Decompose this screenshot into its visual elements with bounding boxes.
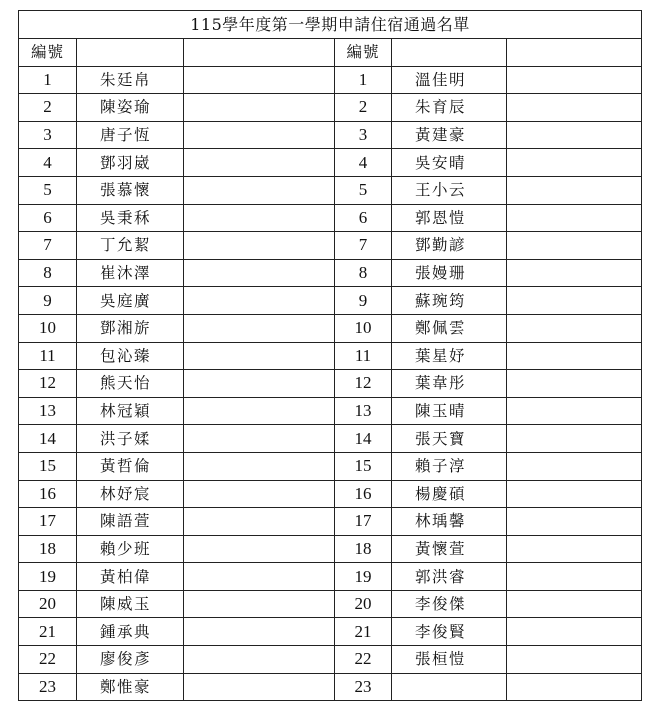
right-blank-cell	[507, 259, 642, 287]
left-number-cell: 16	[19, 480, 77, 508]
right-name-cell: 蘇琬筠	[392, 287, 507, 315]
right-name-cell: 葉星妤	[392, 342, 507, 370]
right-blank-cell	[507, 370, 642, 398]
page-title: 115學年度第一學期申請住宿通過名單	[19, 11, 642, 39]
left-number-cell: 5	[19, 176, 77, 204]
dormitory-roster-table	[18, 10, 642, 701]
left-blank-cell	[184, 590, 335, 618]
right-blank-cell	[507, 149, 642, 177]
right-number-cell: 18	[335, 535, 392, 563]
right-number-cell: 3	[335, 121, 392, 149]
right-number-cell: 23	[335, 673, 392, 701]
left-blank-cell	[184, 673, 335, 701]
table-row	[19, 563, 642, 591]
left-name-cell: 唐子恆	[77, 121, 184, 149]
left-name-cell: 張慕懷	[77, 176, 184, 204]
table-row	[19, 618, 642, 646]
right-blank-cell	[507, 563, 642, 591]
right-name-cell: 朱育辰	[392, 94, 507, 122]
table-row	[19, 121, 642, 149]
left-name-cell: 賴少班	[77, 535, 184, 563]
right-name-cell: 張桓愷	[392, 646, 507, 674]
right-name-cell: 陳玉晴	[392, 397, 507, 425]
left-name-cell: 鄭惟豪	[77, 673, 184, 701]
table-row	[19, 480, 642, 508]
left-blank-cell	[184, 149, 335, 177]
left-name-cell: 黃哲倫	[77, 452, 184, 480]
right-name-cell: 黃懷萱	[392, 535, 507, 563]
right-name-cell: 楊慶碩	[392, 480, 507, 508]
right-blank-cell	[507, 342, 642, 370]
right-number-cell: 14	[335, 425, 392, 453]
table-row	[19, 370, 642, 398]
table-row	[19, 314, 642, 342]
left-number-header: 編號	[19, 39, 77, 67]
table-row	[19, 397, 642, 425]
left-number-cell: 1	[19, 66, 77, 94]
left-blank-cell	[184, 232, 335, 260]
left-name-cell: 朱廷帛	[77, 66, 184, 94]
left-name-header	[77, 39, 184, 67]
left-name-cell: 林冠穎	[77, 397, 184, 425]
left-blank-cell	[184, 618, 335, 646]
right-blank-cell	[507, 535, 642, 563]
right-number-cell: 2	[335, 94, 392, 122]
right-number-cell: 13	[335, 397, 392, 425]
right-name-cell: 郭恩愷	[392, 204, 507, 232]
right-name-cell: 溫佳明	[392, 66, 507, 94]
right-name-cell: 林瑀馨	[392, 508, 507, 536]
left-blank-cell	[184, 370, 335, 398]
table-row	[19, 94, 642, 122]
right-blank-cell	[507, 121, 642, 149]
right-number-cell: 1	[335, 66, 392, 94]
title-row	[19, 11, 642, 39]
left-number-cell: 2	[19, 94, 77, 122]
left-name-cell: 陳威玉	[77, 590, 184, 618]
left-blank-cell	[184, 121, 335, 149]
right-name-cell: 黃建豪	[392, 121, 507, 149]
right-name-cell: 葉韋彤	[392, 370, 507, 398]
table-row	[19, 646, 642, 674]
right-blank-cell	[507, 618, 642, 646]
left-name-cell: 丁允絜	[77, 232, 184, 260]
right-number-cell: 10	[335, 314, 392, 342]
left-name-cell: 鍾承典	[77, 618, 184, 646]
left-name-cell: 熊天怡	[77, 370, 184, 398]
right-blank-cell	[507, 590, 642, 618]
table-row	[19, 535, 642, 563]
left-blank-cell	[184, 646, 335, 674]
left-number-cell: 21	[19, 618, 77, 646]
left-name-cell: 崔沐澤	[77, 259, 184, 287]
right-blank-cell	[507, 176, 642, 204]
right-blank-cell	[507, 204, 642, 232]
right-number-cell: 17	[335, 508, 392, 536]
left-number-cell: 9	[19, 287, 77, 315]
right-name-cell: 王小云	[392, 176, 507, 204]
right-blank-cell	[507, 397, 642, 425]
left-number-cell: 3	[19, 121, 77, 149]
left-name-cell: 鄧湘旂	[77, 314, 184, 342]
left-blank-cell	[184, 204, 335, 232]
left-blank-cell	[184, 342, 335, 370]
table-row	[19, 452, 642, 480]
right-number-cell: 12	[335, 370, 392, 398]
right-blank-cell	[507, 66, 642, 94]
left-number-cell: 17	[19, 508, 77, 536]
right-number-header: 編號	[335, 39, 392, 67]
right-number-cell: 5	[335, 176, 392, 204]
table-row	[19, 149, 642, 177]
left-name-cell: 陳姿瑜	[77, 94, 184, 122]
right-name-cell: 張嫚珊	[392, 259, 507, 287]
left-blank-cell	[184, 480, 335, 508]
left-number-cell: 20	[19, 590, 77, 618]
right-number-cell: 19	[335, 563, 392, 591]
left-name-cell: 洪子媃	[77, 425, 184, 453]
table-row	[19, 425, 642, 453]
right-blank-cell	[507, 452, 642, 480]
left-number-cell: 15	[19, 452, 77, 480]
left-blank-cell	[184, 397, 335, 425]
left-blank-cell	[184, 425, 335, 453]
left-name-cell: 黃柏偉	[77, 563, 184, 591]
left-number-cell: 12	[19, 370, 77, 398]
left-name-cell: 吳秉秝	[77, 204, 184, 232]
right-blank-cell	[507, 646, 642, 674]
right-number-cell: 22	[335, 646, 392, 674]
table-row	[19, 259, 642, 287]
left-number-cell: 10	[19, 314, 77, 342]
right-name-cell	[392, 673, 507, 701]
right-name-cell: 鄭佩雲	[392, 314, 507, 342]
right-blank-cell	[507, 314, 642, 342]
left-name-cell: 鄧羽崴	[77, 149, 184, 177]
right-name-cell: 郭洪睿	[392, 563, 507, 591]
right-blank-cell	[507, 673, 642, 701]
table-row	[19, 66, 642, 94]
left-blank-cell	[184, 314, 335, 342]
table-row	[19, 232, 642, 260]
right-name-cell: 賴子淳	[392, 452, 507, 480]
right-number-cell: 16	[335, 480, 392, 508]
table-row	[19, 673, 642, 701]
left-name-cell: 包沁臻	[77, 342, 184, 370]
left-blank-cell	[184, 535, 335, 563]
left-name-cell: 陳語萱	[77, 508, 184, 536]
right-name-cell: 李俊賢	[392, 618, 507, 646]
right-number-cell: 4	[335, 149, 392, 177]
left-number-cell: 22	[19, 646, 77, 674]
table-row	[19, 590, 642, 618]
right-blank-cell	[507, 287, 642, 315]
table-row	[19, 287, 642, 315]
right-name-cell: 李俊傑	[392, 590, 507, 618]
left-blank-cell	[184, 259, 335, 287]
left-name-cell: 廖俊彥	[77, 646, 184, 674]
left-name-cell: 吳庭廣	[77, 287, 184, 315]
left-number-cell: 11	[19, 342, 77, 370]
left-blank-cell	[184, 287, 335, 315]
left-number-cell: 6	[19, 204, 77, 232]
left-number-cell: 19	[19, 563, 77, 591]
header-row	[19, 39, 642, 67]
right-blank-cell	[507, 425, 642, 453]
table-row	[19, 204, 642, 232]
table-row	[19, 342, 642, 370]
right-blank-header	[507, 39, 642, 67]
right-number-cell: 20	[335, 590, 392, 618]
right-number-cell: 11	[335, 342, 392, 370]
right-name-cell: 吳安晴	[392, 149, 507, 177]
right-blank-cell	[507, 94, 642, 122]
left-number-cell: 23	[19, 673, 77, 701]
left-blank-cell	[184, 94, 335, 122]
left-blank-cell	[184, 508, 335, 536]
table-row	[19, 508, 642, 536]
left-blank-cell	[184, 66, 335, 94]
right-number-cell: 7	[335, 232, 392, 260]
left-number-cell: 7	[19, 232, 77, 260]
left-blank-cell	[184, 452, 335, 480]
right-number-cell: 8	[335, 259, 392, 287]
right-blank-cell	[507, 232, 642, 260]
right-number-cell: 6	[335, 204, 392, 232]
left-blank-header	[184, 39, 335, 67]
left-number-cell: 4	[19, 149, 77, 177]
left-number-cell: 13	[19, 397, 77, 425]
left-number-cell: 18	[19, 535, 77, 563]
right-blank-cell	[507, 508, 642, 536]
left-blank-cell	[184, 563, 335, 591]
left-name-cell: 林妤宸	[77, 480, 184, 508]
right-name-cell: 鄧勤諺	[392, 232, 507, 260]
table-row	[19, 176, 642, 204]
right-number-cell: 15	[335, 452, 392, 480]
right-number-cell: 9	[335, 287, 392, 315]
left-number-cell: 8	[19, 259, 77, 287]
left-blank-cell	[184, 176, 335, 204]
left-number-cell: 14	[19, 425, 77, 453]
right-number-cell: 21	[335, 618, 392, 646]
right-name-cell: 張天寶	[392, 425, 507, 453]
right-blank-cell	[507, 480, 642, 508]
right-name-header	[392, 39, 507, 67]
